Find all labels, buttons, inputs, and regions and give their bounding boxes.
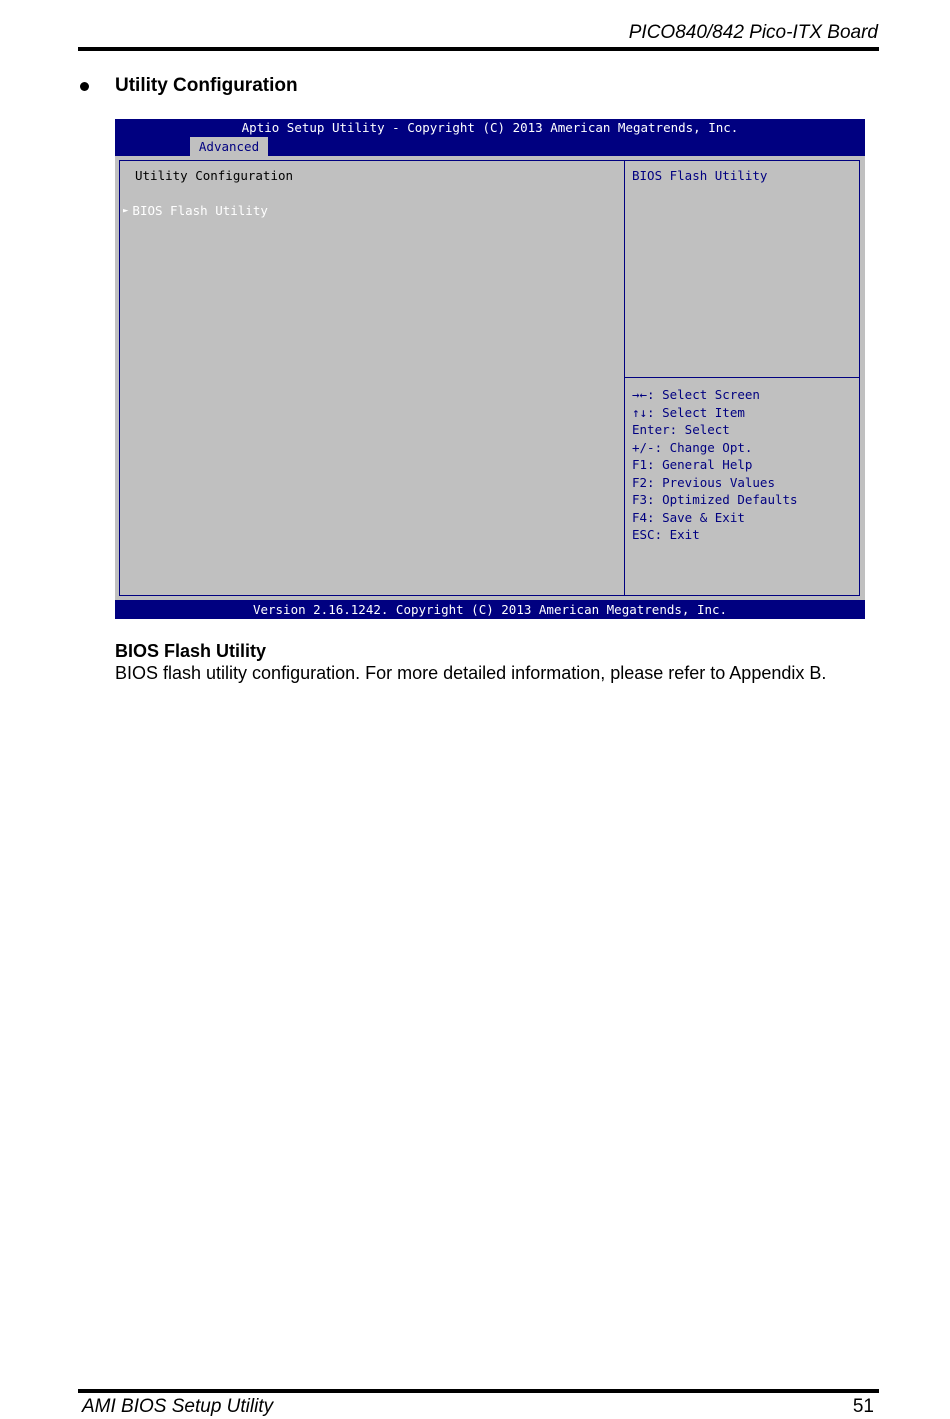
bios-help-text: BIOS Flash Utility	[632, 168, 768, 183]
key-legend-item: ↑↓: Select Item	[632, 404, 745, 420]
footer-rule	[78, 1389, 879, 1393]
bios-page-heading: Utility Configuration	[135, 168, 294, 183]
key-legend-item: ESC: Exit	[632, 527, 700, 542]
submenu-arrow-icon: ►	[123, 205, 129, 216]
header-rule	[78, 47, 879, 51]
bios-title-bar	[115, 119, 865, 156]
bullet-icon	[80, 82, 89, 91]
key-legend-item: F3: Optimized Defaults	[632, 492, 798, 507]
bios-title: Aptio Setup Utility - Copyright (C) 2013 American Megatrends, Inc.	[241, 120, 739, 135]
bios-item-flash-utility[interactable]	[123, 203, 268, 218]
key-legend-item: Enter: Select	[632, 422, 730, 437]
tab-advanced[interactable]: Advanced	[190, 137, 268, 156]
bios-key-legend	[632, 386, 798, 544]
bios-item-label: BIOS Flash Utility	[132, 203, 268, 218]
key-legend-item: F4: Save & Exit	[632, 509, 745, 525]
key-legend-item: →←: Select Screen	[632, 387, 760, 402]
description-text: BIOS flash utility configuration. For more detailed information, please refer to Appendix B.	[115, 663, 827, 683]
document-header-title: PICO840/842 Pico-ITX Board	[628, 22, 878, 43]
bios-help-divider	[625, 377, 860, 378]
footer-title: AMI BIOS Setup Utility	[82, 1396, 274, 1417]
section-heading	[80, 75, 298, 97]
key-legend-item: +/-: Change Opt.	[632, 439, 753, 455]
section-title: Utility Configuration	[115, 75, 298, 96]
page-number: 51	[852, 1396, 874, 1417]
bios-version-bar: Version 2.16.1242. Copyright (C) 2013 American Megatrends, Inc.	[115, 600, 865, 619]
key-legend-item: F1: General Help	[632, 457, 753, 472]
bios-panel-divider	[624, 160, 625, 596]
key-legend-item: F2: Previous Values	[632, 474, 775, 490]
bios-screenshot	[115, 119, 865, 619]
description-title: BIOS Flash Utility	[115, 641, 267, 661]
